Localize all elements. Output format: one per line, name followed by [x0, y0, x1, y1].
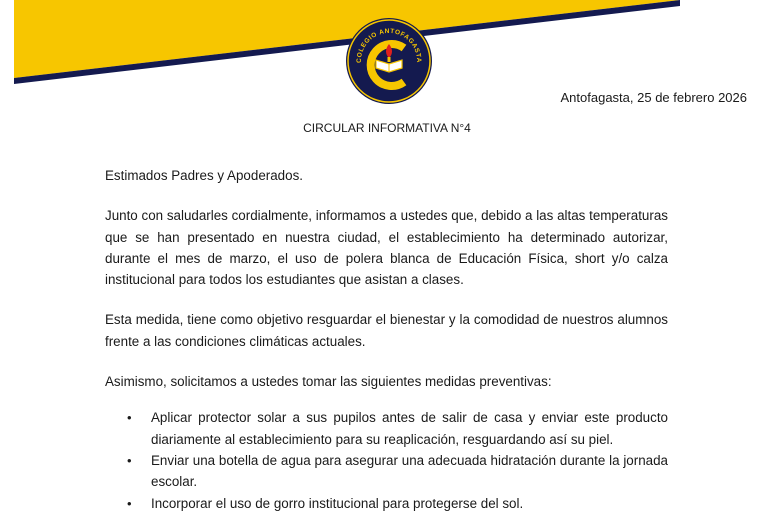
paragraph-3: Asimismo, solicitamos a ustedes tomar las siguientes medidas preventivas: [105, 374, 552, 390]
school-logo [344, 16, 434, 106]
list-item [105, 407, 668, 450]
list-item-text: Incorporar el uso de gorro institucional para protegerse del sol. [151, 495, 524, 511]
list-item-text: Aplicar protector solar a sus pupilos antes de salir de casa y enviar este producto diariamente al establecimiento para su reaplicación, resguardando así su piel. [151, 410, 668, 447]
bullet-icon: • [127, 452, 132, 468]
paragraph-1: Junto con saludarles cordialmente, informamos a ustedes que, debido a las altas temperaturas que se han presentado en nuestra ciudad, el establecimiento ha determinado autorizar, durante el mes de marzo, el uso de polera blanca de Educación Física, short y/o calza institucional para todos los estudiantes que asistan a clases. [105, 208, 668, 288]
list-item [105, 450, 668, 493]
greeting: Estimados Padres y Apoderados. [105, 168, 303, 183]
bullet-icon: • [127, 410, 132, 426]
letter-body [105, 165, 668, 514]
list-item-text: Enviar una botella de agua para asegurar una adecuada hidratación durante la jornada escolar. [151, 452, 668, 490]
document-date: Antofagasta, 25 de febrero 2026 [560, 90, 747, 105]
document-title: CIRCULAR INFORMATIVA N°4 [303, 121, 471, 135]
list-item [105, 493, 668, 514]
bullet-icon: • [127, 495, 132, 511]
paragraph-2: Esta medida, tiene como objetivo resguardar el bienestar y la comodidad de nuestros alumnos frente a las condiciones climáticas actuales. [105, 312, 668, 349]
preventive-measures-list [105, 407, 668, 513]
logo-text: COLEGIO ANTOFAGASTA [355, 27, 423, 64]
